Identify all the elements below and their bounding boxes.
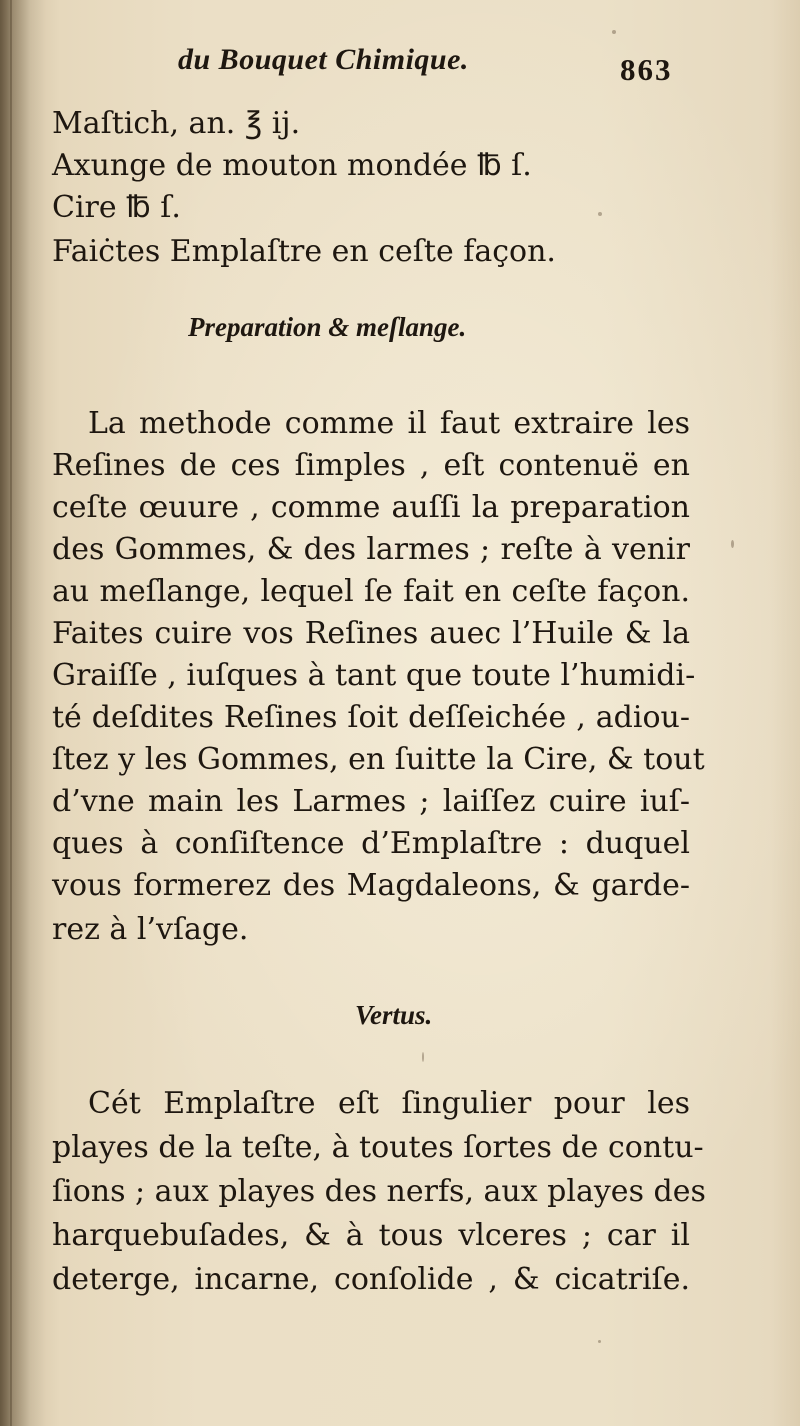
- text-line: au meſlange, lequel ſe fait en ceſte façon.: [52, 574, 690, 609]
- text-line: Faites cuire vos Reſines auec l’Huile & la: [52, 616, 690, 651]
- paper-speck: [731, 540, 734, 548]
- text-line: té deſdites Reſines ſoit deſſeichée , adiou-: [52, 700, 690, 735]
- running-head: du Bouquet Chimique.: [178, 43, 469, 76]
- text-line: Cét Emplaſtre eſt ſingulier pour les: [88, 1086, 690, 1121]
- text-line: d’vne main les Larmes ; laiſſez cuire iuſ-: [52, 784, 690, 819]
- text-line: Reſines de ces ſimples , eſt contenuë en: [52, 448, 690, 483]
- paper-speck: [422, 1052, 424, 1062]
- recipe-line: Maſtich, an. ℥ ij.: [52, 106, 301, 141]
- paper-speck: [598, 1340, 601, 1343]
- binding-gutter: [0, 0, 46, 1426]
- section-heading-preparation: Preparation & meſlange.: [188, 312, 467, 342]
- text-line: Graiſſe , iuſques à tant que toute l’humidi-: [52, 658, 696, 693]
- text-line: ques à conſiſtence d’Emplaſtre : duquel: [52, 826, 690, 861]
- paper-speck: [612, 30, 616, 34]
- text-line: ſtez y les Gommes, en ſuitte la Cire, & tout: [52, 742, 705, 777]
- section-heading-vertus: Vertus.: [355, 1000, 433, 1030]
- recipe-line: Cire ℔ ſ.: [52, 190, 181, 225]
- recipe-line: Faiċtes Emplaſtre en ceſte façon.: [52, 234, 556, 269]
- text-line: harquebuſades, & à tous vlceres ; car il: [52, 1218, 690, 1253]
- text-line: rez à l’vſage.: [52, 912, 249, 947]
- binding-edge: [10, 0, 12, 1426]
- recipe-line: Axunge de mouton mondée ℔ ſ.: [52, 148, 532, 183]
- text-line: des Gommes, & des larmes ; reſte à venir: [52, 532, 690, 567]
- text-line: vous formerez des Magdaleons, & garde-: [52, 868, 690, 903]
- text-line: ſions ; aux playes des nerfs, aux playes des: [52, 1174, 706, 1209]
- text-line: ceſte œuure , comme auſſi la preparation: [52, 490, 690, 525]
- paper-speck: [598, 212, 602, 216]
- text-line: playes de la teſte, à toutes ſortes de contu-: [52, 1130, 704, 1165]
- text-line: La methode comme il faut extraire les: [88, 406, 690, 441]
- page-number: 863: [620, 52, 673, 87]
- text-line: deterge, incarne, conſolide , & cicatriſe.: [52, 1262, 690, 1297]
